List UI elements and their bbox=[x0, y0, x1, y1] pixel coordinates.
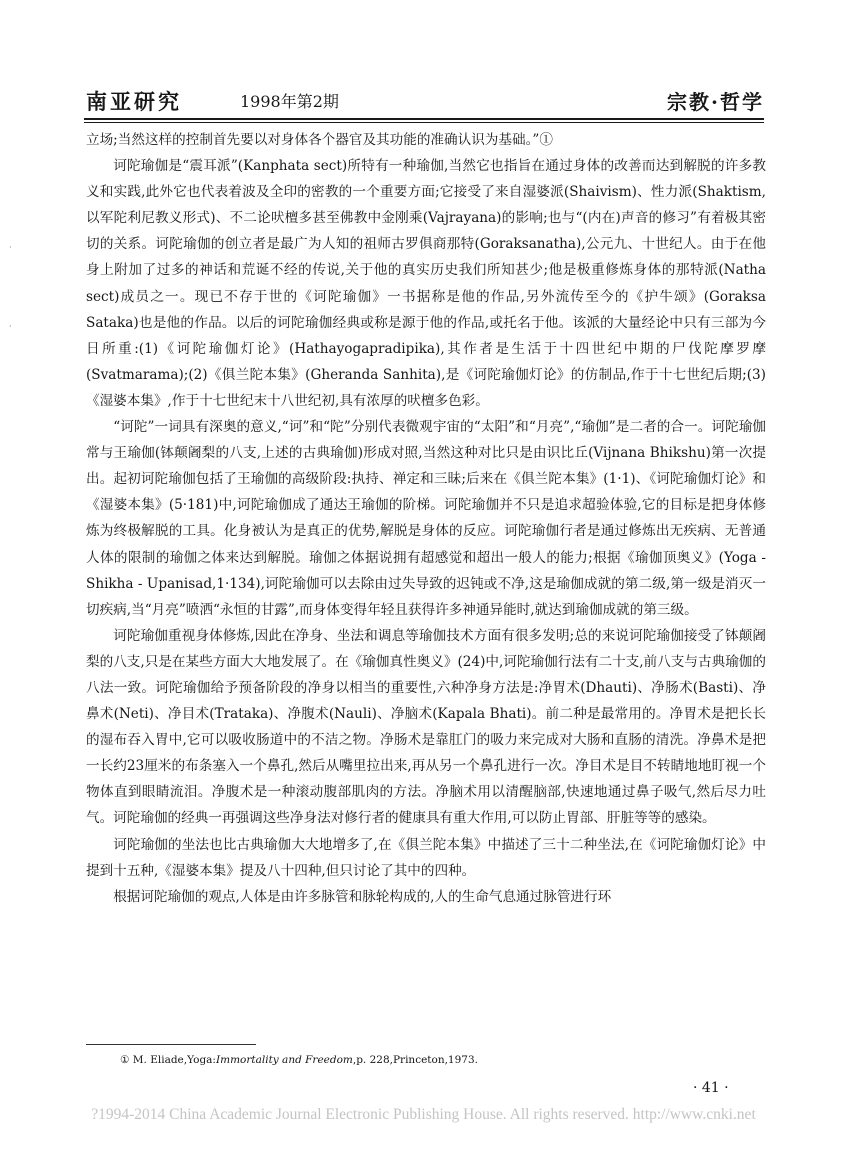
journal-title: 南亚研究 bbox=[86, 89, 182, 114]
article-body bbox=[86, 127, 766, 910]
paragraph: 根据诃陀瑜伽的观点,人体是由许多脉管和脉轮构成的,人的生命气息通过脉管进行环 bbox=[113, 888, 612, 905]
footnote-marker: ① bbox=[120, 1054, 130, 1066]
margin-mark: · bbox=[9, 322, 12, 331]
page-number: · 41 · bbox=[693, 1080, 729, 1096]
footnote-text-after: ,p. 228,Princeton,1973. bbox=[352, 1054, 478, 1066]
footnote bbox=[120, 1054, 478, 1066]
copyright-watermark: ?1994-2014 China Academic Journal Electronic Publishing House. All rights reserved. http://www.cnki.net bbox=[91, 1106, 756, 1123]
footnote-book-title: Immortality and Freedom bbox=[215, 1054, 353, 1066]
paragraph: 立场;当然这样的控制首先要以对身体各个器官及其功能的准确认识为基础。”① bbox=[86, 132, 553, 148]
footnote-text-before: M. Eliade,Yoga: bbox=[132, 1054, 216, 1066]
issue-label: 1998年第2期 bbox=[240, 92, 339, 111]
footnote-rule bbox=[86, 1044, 256, 1045]
section-label: 宗教·哲学 bbox=[667, 90, 764, 114]
running-header bbox=[84, 86, 764, 116]
header-rule-thin bbox=[84, 122, 764, 123]
paragraph: 诃陀瑜伽是“震耳派”(Kanphata sect)所特有一种瑜伽,当然它也指旨在通过身体的改善而达到解脱的许多教义和实践,此外它也代表着波及全印的密教的一个重要方面;它接受了来自湿婆派(Shaivism)、性力派(Shaktism,以军陀利尼教义形式)、不二论吠檀多甚至佛教中金刚乘(Vajrayana)的影响;也与“(内在)声音的修习”有着极其密切的关系。诃陀瑜伽的创立者是最广为人知的祖师古罗俱商那特(Goraksanatha),公元九、十世纪人。由于在他身上附加了过多的神话和荒诞不经的传说,关于他的真实历史我们所知甚少;他是极重修炼身体的那特派(Natha sect)成员之一。现已不存于世的《诃陀瑜伽》一书据称是他的作品,另外流传至今的《护牛颂》(Goraksa Sataka)也是他的作品。以后的诃陀瑜伽经典或称是源于他的作品,或托名于他。该派的大量经论中只有三部为今日所重:(1)《诃陀瑜伽灯论》(Hathayogapradipika),其作者是生活于十四世纪中期的尸伐陀摩罗摩(Svatmarama);(2)《俱兰陀本集》(Gheranda Sanhita),是《诃陀瑜伽灯论》的仿制品,作于十七世纪后期;(3)《湿婆本集》,作于十七世纪末十八世纪初,具有浓厚的吠檀多色彩。 bbox=[86, 158, 766, 409]
paragraph: 诃陀瑜伽的坐法也比古典瑜伽大大地增多了,在《俱兰陀本集》中描述了三十二种坐法,在《诃陀瑜伽灯论》中提到十五种,《湿婆本集》提及八十四种,但只讨论了其中的四种。 bbox=[86, 836, 766, 879]
header-rule bbox=[84, 118, 764, 120]
paragraph: 诃陀瑜伽重视身体修炼,因此在净身、坐法和调息等瑜伽技术方面有很多发明;总的来说诃陀瑜伽接受了钵颠阇梨的八支,只是在某些方面大大地发展了。在《瑜伽真性奥义》(24)中,诃陀瑜伽行法有二十支,前八支与古典瑜伽的八法一致。诃陀瑜伽给予预备阶段的净身以相当的重要性,六种净身方法是:净胃术(Dhauti)、净肠术(Basti)、净鼻术(Neti)、净目术(Trataka)、净腹术(Nauli)、净脑术(Kapala Bhati)。前二种是最常用的。净胃术是把长长的湿布吞入胃中,它可以吸收肠道中的不洁之物。净肠术是靠肛门的吸力来完成对大肠和直肠的清洗。净鼻术是把一长约23厘米的布条塞入一个鼻孔,然后从嘴里拉出来,再从另一个鼻孔进行一次。净目术是目不转睛地地盯视一个物体直到眼睛流泪。净腹术是一种滚动腹部肌肉的方法。净脑术用以清醒脑部,快速地通过鼻子吸气,然后尽力吐气。诃陀瑜伽的经典一再强调这些净身法对修行者的健康具有重大作用,可以防止胃部、肝脏等等的感染。 bbox=[86, 627, 766, 827]
margin-mark: · bbox=[9, 243, 12, 252]
paragraph: “诃陀”一词具有深奥的意义,“诃”和“陀”分别代表微观宇宙的“太阳”和“月亮”,“瑜伽”是二者的合一。诃陀瑜伽常与王瑜伽(钵颠阇梨的八支,上述的古典瑜伽)形成对照,当然这种对比只是由识比丘(Vijnana Bhikshu)第一次提出。起初诃陀瑜伽包括了王瑜伽的高级阶段:执持、禅定和三昧;后来在《俱兰陀本集》(1·1)、《诃陀瑜伽灯论》和《湿婆本集》(5·181)中,诃陀瑜伽成了通达王瑜伽的阶梯。诃陀瑜伽并不只是追求超验体验,它的目标是把身体修炼为终极解脱的工具。化身被认为是真正的优势,解脱是身体的反应。诃陀瑜伽行者是通过修炼出无疾病、无普通人体的限制的瑜伽之体来达到解脱。瑜伽之体据说拥有超感觉和超出一般人的能力;根据《瑜伽顶奥义》(Yoga - Shikha - Upanisad,1·134),诃陀瑜伽可以去除由过失导致的迟钝或不净,这是瑜伽成就的第二级,第一级是消灭一切疾病,当“月亮”喷洒“永恒的甘露”,而身体变得年轻且获得许多神通异能时,就达到瑜伽成就的第三级。 bbox=[86, 419, 766, 618]
